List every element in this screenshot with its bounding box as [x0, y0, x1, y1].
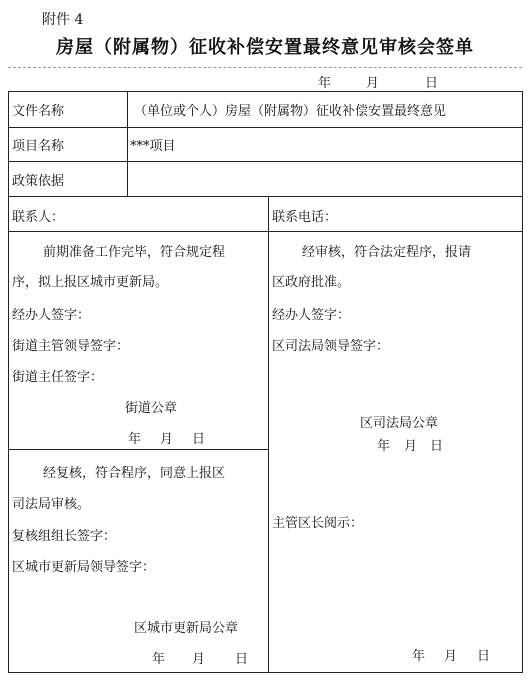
street-leader-sign: 街道主管领导签字： — [12, 339, 130, 354]
grid-line — [8, 161, 522, 162]
renewal-opinion-line2: 司法局审核。 — [12, 497, 91, 512]
grid-line — [8, 231, 522, 232]
form-title: 房屋（附属物）征收补偿安置最终意见审核会签单 — [56, 37, 474, 58]
district-date-year: 年 — [412, 649, 426, 664]
district-head-label: 主管区长阅示： — [272, 516, 364, 531]
renewal-date-year: 年 — [152, 652, 166, 667]
file-name-label: 文件名称 — [12, 104, 65, 119]
judicial-seal: 区司法局公章 — [360, 416, 439, 431]
judicial-handler-sign: 经办人签字： — [272, 308, 351, 323]
street-opinion-line2: 序，拟上报区城市更新局。 — [12, 275, 169, 290]
file-name-value: （单位或个人）房屋（附属物）征收补偿安置最终意见 — [134, 104, 447, 119]
project-name-value: ***项目 — [130, 139, 176, 154]
judicial-date-year: 年 — [377, 439, 391, 454]
contact-person-label: 联系人： — [12, 210, 65, 225]
district-date-month: 月 — [444, 649, 458, 664]
dotted-divider — [8, 67, 522, 68]
street-opinion-line1: 前期准备工作完毕，符合规定程 — [43, 245, 226, 260]
judicial-date-day: 日 — [430, 439, 444, 454]
renewal-leader-sign: 区城市更新局领导签字： — [12, 560, 156, 575]
grid-line — [8, 196, 522, 197]
policy-basis-label: 政策依据 — [12, 174, 65, 189]
street-date-year: 年 — [128, 432, 142, 447]
grid-line — [8, 672, 522, 673]
street-seal: 街道公章 — [125, 401, 178, 416]
district-date-day: 日 — [477, 649, 491, 664]
renewal-date-day: 日 — [235, 652, 249, 667]
judicial-date-month: 月 — [404, 439, 418, 454]
header-date-day: 日 — [425, 76, 439, 91]
header-date-year: 年 — [318, 76, 332, 91]
judicial-opinion-line1: 经审核，符合法定程序，报请 — [302, 245, 472, 260]
header-date-month: 月 — [366, 76, 380, 91]
project-name-label: 项目名称 — [12, 139, 65, 154]
street-handler-sign: 经办人签字： — [12, 308, 91, 323]
renewal-date-month: 月 — [192, 652, 206, 667]
grid-line — [127, 91, 128, 196]
judicial-opinion-line2: 区政府批准。 — [272, 275, 351, 290]
renewal-team-leader-sign: 复核组组长签字： — [12, 529, 117, 544]
street-date-month: 月 — [160, 432, 174, 447]
street-date-day: 日 — [192, 432, 206, 447]
grid-line — [8, 127, 522, 128]
street-director-sign: 街道主任签字： — [12, 370, 104, 385]
grid-line — [8, 91, 9, 673]
renewal-seal: 区城市更新局公章 — [134, 621, 239, 636]
grid-line — [268, 196, 269, 673]
renewal-opinion-line1: 经复核，符合程序，同意上报区 — [43, 466, 226, 481]
grid-line — [8, 91, 522, 92]
contact-phone-label: 联系电话： — [272, 210, 338, 225]
attachment-number: 附件 4 — [42, 12, 84, 28]
grid-line — [8, 449, 268, 450]
grid-line — [522, 91, 523, 673]
judicial-leader-sign: 区司法局领导签字： — [272, 339, 390, 354]
